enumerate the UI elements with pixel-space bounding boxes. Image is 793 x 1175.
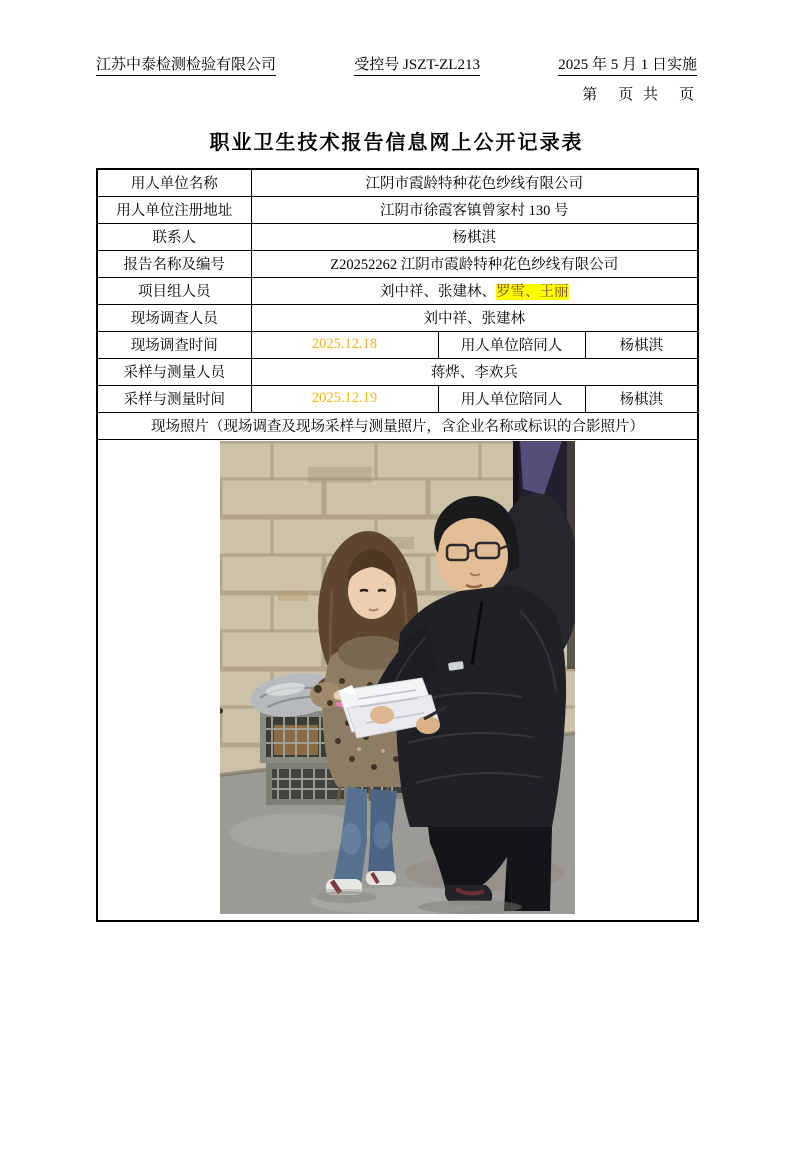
- row-survey-staff: [97, 304, 698, 331]
- header-company: 江苏中泰检测检验有限公司: [96, 53, 276, 76]
- field-label-report: 报告名称及编号: [97, 250, 251, 277]
- header-implement-date: 2025 年 5 月 1 日实施: [558, 53, 697, 76]
- row-contact: [97, 223, 698, 250]
- site-photo: [220, 441, 575, 914]
- photo-cell: [97, 439, 698, 921]
- row-report: [97, 250, 698, 277]
- page-title: 职业卫生技术报告信息网上公开记录表: [209, 132, 584, 154]
- field-label-survey-time: 现场调查时间: [97, 331, 251, 358]
- site-photo-illustration: [220, 441, 575, 914]
- field-label-contact: 联系人: [97, 223, 251, 250]
- field-value-report: Z20252262 江阴市霞龄特种花色纱线有限公司: [251, 250, 698, 277]
- row-photo-caption: [97, 412, 698, 439]
- field-label-survey-staff: 现场调查人员: [97, 304, 251, 331]
- row-photo: [97, 439, 698, 921]
- field-label-sampling-escort: 用人单位陪同人: [438, 385, 585, 412]
- field-label-project-team: 项目组人员: [97, 277, 251, 304]
- field-value-survey-staff: 刘中祥、张建林: [251, 304, 698, 331]
- project-team-plain: 刘中祥、张建林、: [380, 284, 497, 300]
- document-page: [0, 53, 793, 1175]
- row-survey-time: [97, 331, 698, 358]
- row-project-team: [97, 277, 698, 304]
- record-table: [96, 168, 699, 922]
- field-value-project-team: [251, 277, 698, 304]
- header-control-number: 受控号 JSZT-ZL213: [354, 53, 480, 76]
- field-label-survey-escort: 用人单位陪同人: [438, 331, 585, 358]
- field-value-sampling-staff: 蒋烨、李欢兵: [251, 358, 698, 385]
- field-value-survey-escort-name: 杨棋淇: [585, 331, 698, 358]
- document-header: [96, 53, 697, 104]
- field-label-employer-address: 用人单位注册地址: [97, 196, 251, 223]
- field-label-sampling-time: 采样与测量时间: [97, 385, 251, 412]
- field-label-employer-name: 用人单位名称: [97, 169, 251, 196]
- field-label-sampling-staff: 采样与测量人员: [97, 358, 251, 385]
- row-sampling-time: [97, 385, 698, 412]
- field-value-survey-date: 2025.12.18: [251, 331, 438, 358]
- field-value-sampling-date: 2025.12.19: [251, 385, 438, 412]
- project-team-highlighted: 罗雪、王丽: [496, 284, 569, 300]
- header-page-counter: 第 页 共 页: [582, 87, 697, 103]
- row-employer-name: [97, 169, 698, 196]
- field-value-employer-address: 江阴市徐霞客镇曾家村 130 号: [251, 196, 698, 223]
- field-value-employer-name: 江阴市霞龄特种花色纱线有限公司: [251, 169, 698, 196]
- row-employer-address: [97, 196, 698, 223]
- photo-caption: 现场照片（现场调查及现场采样与测量照片，含企业名称或标识的合影照片）: [97, 412, 698, 439]
- field-value-contact: 杨棋淇: [251, 223, 698, 250]
- row-sampling-staff: [97, 358, 698, 385]
- field-value-sampling-escort-name: 杨棋淇: [585, 385, 698, 412]
